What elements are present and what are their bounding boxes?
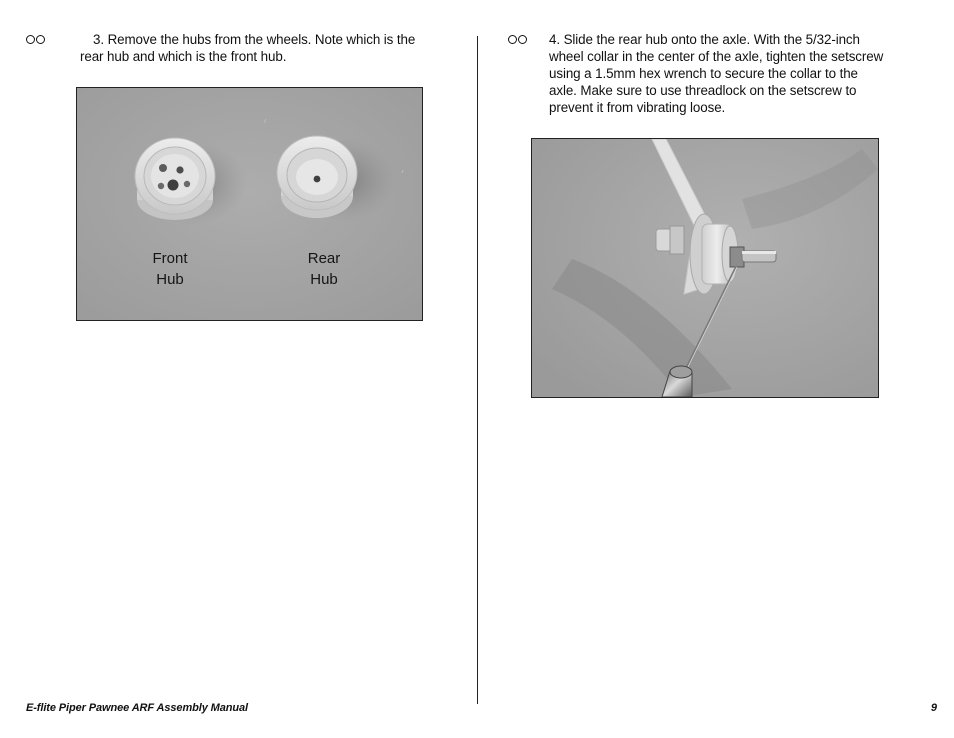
checkbox-circle-icon[interactable] [518, 35, 527, 44]
checkbox-circle-icon[interactable] [36, 35, 45, 44]
step-4-line-4: axle. Make sure to use threadlock on the setscrew to [549, 83, 857, 98]
rear-hub-label-line-2: Hub [310, 271, 338, 288]
front-hub-label [130, 248, 210, 290]
footer-manual-title: E-flite Piper Pawnee ARF Assembly Manual [26, 702, 248, 714]
step-3-checkboxes[interactable] [26, 31, 45, 44]
step-4-line-3: using a 1.5mm hex wrench to secure the collar to the [549, 66, 858, 81]
checkbox-circle-icon[interactable] [26, 35, 35, 44]
checkbox-circle-icon[interactable] [508, 35, 517, 44]
column-divider [477, 36, 478, 704]
step-4-line-2: wheel collar in the center of the axle, tighten the setscrew [549, 49, 884, 64]
step-4-line-1: 4. Slide the rear hub onto the axle. With the 5/32-inch [549, 32, 860, 47]
photo-front-and-rear-hubs [76, 87, 423, 321]
axle-photo-drawing [532, 139, 878, 397]
rear-hub-icon [277, 136, 357, 218]
step-4-checkboxes[interactable] [508, 31, 527, 44]
hubs-photo-drawing [77, 88, 422, 320]
photo-rear-hub-on-axle [531, 138, 879, 398]
step-3-line-2: rear hub and which is the front hub. [80, 49, 287, 64]
front-hub-label-line-2: Hub [156, 271, 184, 288]
rear-hub-label [284, 248, 364, 290]
step-3-line-1: 3. Remove the hubs from the wheels. Note which is the [93, 32, 416, 47]
step-4-line-5: prevent it from vibrating loose. [549, 100, 726, 115]
front-hub-icon [135, 138, 215, 220]
front-hub-label-line-1: Front [152, 250, 188, 267]
rear-hub-label-line-1: Rear [307, 250, 341, 267]
page-number: 9 [930, 702, 937, 714]
